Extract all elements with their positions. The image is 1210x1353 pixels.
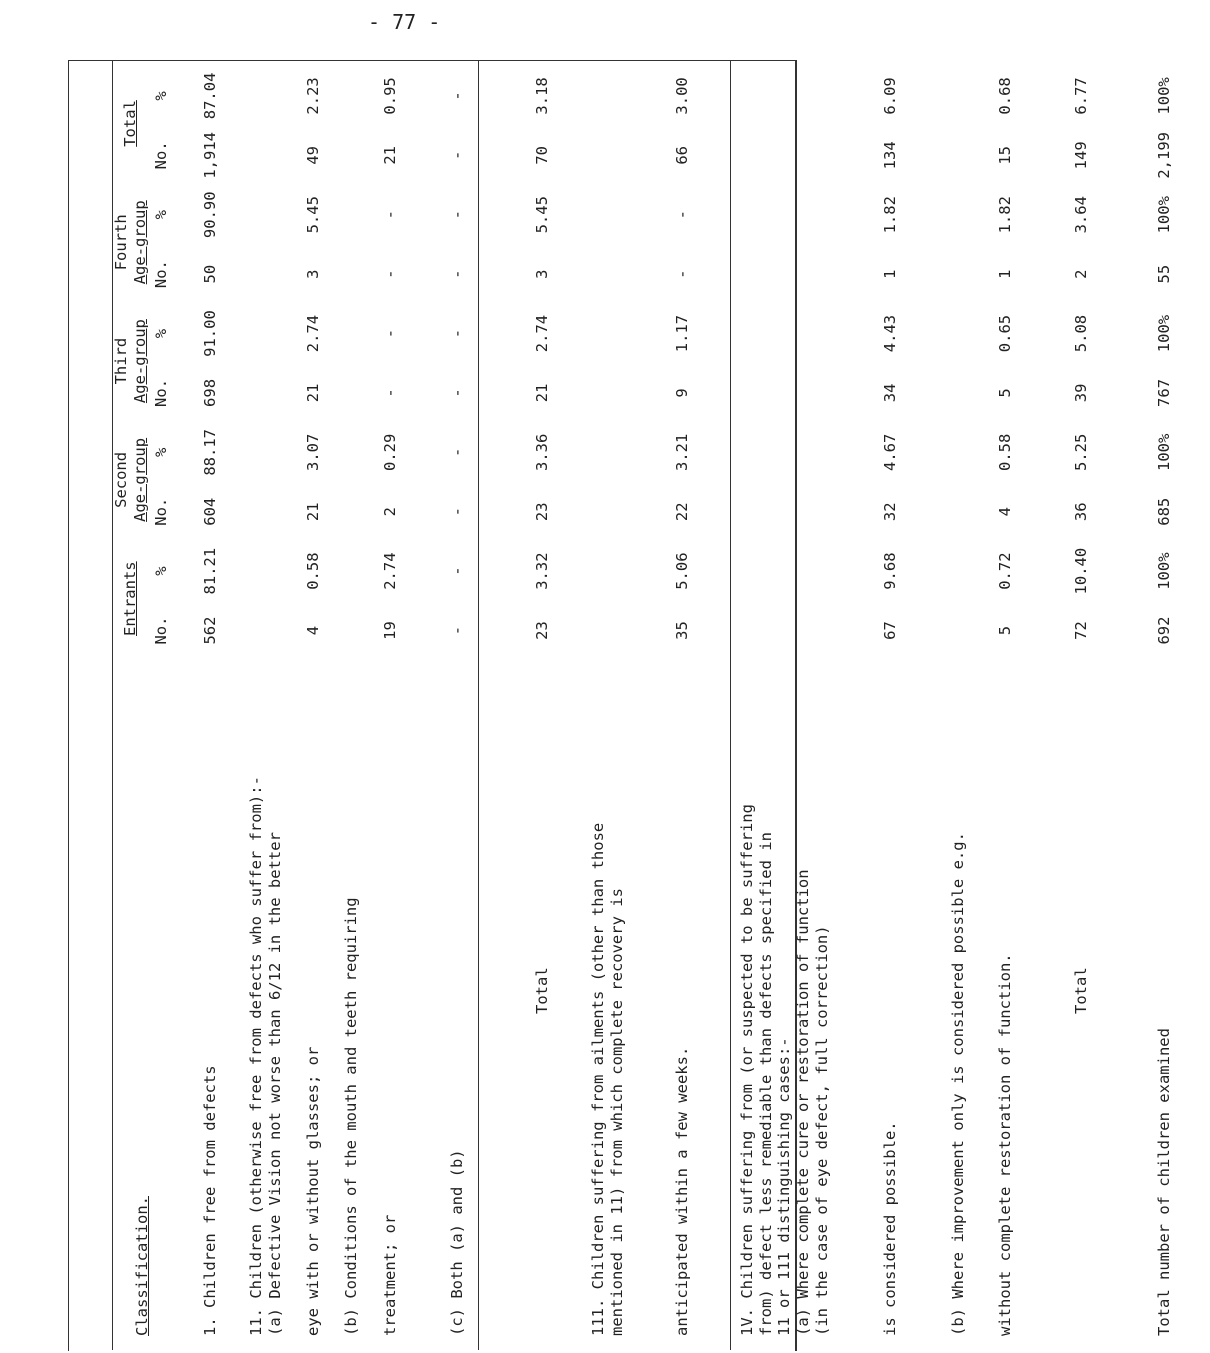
percent-cell: 3.18 <box>532 77 551 115</box>
row-label: 111. Children suffering from ailments (other than those <box>588 822 607 1336</box>
percent-cell: 0.58 <box>996 433 1015 471</box>
count-cell: 5 <box>996 625 1015 636</box>
count-cell: 49 <box>304 146 323 165</box>
table-row <box>342 64 361 1344</box>
percent-cell <box>813 183 832 247</box>
percent-cell: 100% <box>1155 314 1174 353</box>
percent-cell: 100% <box>1155 433 1174 471</box>
count-cell: 21 <box>304 502 323 522</box>
count-cell <box>589 603 608 658</box>
count-cell <box>813 365 832 420</box>
count-cell <box>342 365 361 420</box>
count-cell: 34 <box>880 383 899 403</box>
header-group: Second Age-group <box>112 437 149 522</box>
percent-cell: 4.43 <box>880 314 899 353</box>
count-cell <box>266 365 285 420</box>
percent-cell: 5.45 <box>304 196 323 234</box>
row-label: (b) Conditions of the mouth and teeth requiring <box>342 897 361 1336</box>
row-label: treatment; or <box>380 1214 399 1336</box>
count-cell: 2 <box>1072 269 1091 279</box>
count-cell <box>247 247 266 302</box>
count-cell <box>813 128 832 183</box>
table-row <box>813 64 832 1344</box>
percent-cell: - <box>380 210 399 220</box>
count-cell: - <box>447 269 466 279</box>
percent-cell: 10.40 <box>1072 547 1091 595</box>
percent-cell <box>608 420 627 484</box>
count-cell <box>949 484 968 539</box>
percent-cell: - <box>447 447 466 457</box>
count-cell <box>247 484 266 539</box>
count-cell: - <box>672 269 691 279</box>
row-label: (b) Where improvement only is considered possible e.g. <box>949 832 968 1336</box>
percent-cell <box>813 64 832 128</box>
count-cell <box>757 128 776 183</box>
percent-cell: 81.21 <box>200 547 219 595</box>
row-label: eye with or without glasses; or <box>304 1046 323 1336</box>
percent-cell: - <box>672 210 691 220</box>
count-cell <box>342 603 361 658</box>
count-cell: 36 <box>1072 502 1091 522</box>
table-row <box>247 64 266 1344</box>
percent-cell: - <box>447 566 466 576</box>
header-classification: Classification. <box>133 1196 152 1336</box>
count-cell <box>608 603 627 658</box>
percent-cell <box>589 539 608 603</box>
count-cell <box>342 247 361 302</box>
table-row <box>361 64 419 1344</box>
row-label: is considered possible. <box>880 1121 899 1336</box>
percent-cell: 5.25 <box>1072 433 1091 471</box>
count-cell <box>757 603 776 658</box>
percent-cell <box>266 183 285 247</box>
percent-cell: 3.36 <box>532 433 551 471</box>
percent-cell <box>757 64 776 128</box>
count-cell: 21 <box>304 383 323 403</box>
count-cell <box>589 247 608 302</box>
row-label: (c) Both (a) and (b) <box>447 1149 466 1336</box>
count-cell: 149 <box>1072 141 1091 170</box>
percent-cell: 2.23 <box>304 77 323 115</box>
count-cell: 22 <box>672 502 691 522</box>
percent-cell <box>342 302 361 366</box>
percent-cell <box>738 183 757 247</box>
row-label: mentioned in 11) from which complete recovery is <box>607 888 626 1336</box>
count-cell: 66 <box>672 146 691 165</box>
percent-cell <box>738 64 757 128</box>
percent-cell <box>813 539 832 603</box>
count-cell: - <box>447 150 466 161</box>
percent-cell <box>266 302 285 366</box>
percent-cell: 3.64 <box>1072 196 1091 234</box>
count-cell <box>794 365 813 420</box>
count-cell <box>608 128 627 183</box>
percent-cell: 100% <box>1155 552 1174 590</box>
header-pct: % <box>151 566 170 576</box>
count-cell: 55 <box>1155 264 1174 284</box>
percent-cell: 5.45 <box>532 196 551 234</box>
count-cell <box>608 484 627 539</box>
header-no: No. <box>151 616 170 645</box>
percent-cell: 88.17 <box>200 429 219 476</box>
count-cell <box>738 247 757 302</box>
count-cell: 767 <box>1155 378 1174 407</box>
count-cell <box>757 247 776 302</box>
count-cell: 2,199 <box>1155 132 1174 179</box>
count-cell <box>738 484 757 539</box>
count-cell: 21 <box>532 383 551 403</box>
percent-cell <box>949 302 968 366</box>
percent-cell <box>342 64 361 128</box>
percent-cell: 87.04 <box>200 72 219 120</box>
percent-cell: 0.29 <box>380 433 399 471</box>
count-cell <box>794 484 813 539</box>
count-cell: 698 <box>200 378 219 407</box>
count-cell <box>813 247 832 302</box>
percent-cell <box>266 420 285 484</box>
count-cell <box>589 365 608 420</box>
percent-cell: 0.72 <box>996 552 1015 590</box>
count-cell <box>266 247 285 302</box>
count-cell: 4 <box>996 507 1015 517</box>
percent-cell: 5.08 <box>1072 314 1091 353</box>
percent-cell <box>794 183 813 247</box>
header-no: No. <box>151 378 170 407</box>
header-no: No. <box>151 141 170 170</box>
table-row <box>775 64 794 1344</box>
percent-cell: 90.90 <box>200 191 219 239</box>
percent-cell <box>794 420 813 484</box>
row-label: 11 or 111 distinguishing cases:- <box>775 1037 794 1336</box>
table-row <box>1044 64 1120 1344</box>
count-cell <box>589 484 608 539</box>
percent-cell: 3.32 <box>532 552 551 590</box>
row-label: anticipated within a few weeks. <box>672 1046 691 1336</box>
percent-cell: 3.00 <box>672 77 691 115</box>
count-cell <box>589 128 608 183</box>
percent-cell <box>608 64 627 128</box>
count-cell <box>775 247 794 302</box>
percent-cell: 0.65 <box>996 314 1015 353</box>
count-cell <box>794 247 813 302</box>
count-cell <box>342 484 361 539</box>
percent-cell <box>757 183 776 247</box>
count-cell: 134 <box>880 141 899 170</box>
percent-cell: - <box>447 328 466 339</box>
row-label: from) defect less remediable than defects specified in <box>756 832 775 1336</box>
header-group: Third Age-group <box>112 319 149 404</box>
percent-cell <box>342 539 361 603</box>
count-cell: 50 <box>200 264 219 284</box>
percent-cell <box>266 64 285 128</box>
count-cell: - <box>447 625 466 636</box>
count-cell: 1 <box>996 269 1015 279</box>
count-cell: - <box>447 507 466 517</box>
percent-cell <box>738 302 757 366</box>
count-cell <box>342 128 361 183</box>
count-cell: 15 <box>996 146 1015 165</box>
percent-cell: 0.95 <box>380 77 399 115</box>
page-number: - 77 - <box>368 10 441 34</box>
percent-cell: 0.58 <box>304 552 323 590</box>
count-cell <box>949 365 968 420</box>
count-cell <box>608 365 627 420</box>
count-cell <box>247 603 266 658</box>
count-cell: 23 <box>532 502 551 522</box>
count-cell <box>775 365 794 420</box>
table-row <box>1120 64 1210 1344</box>
count-cell: 9 <box>672 388 691 398</box>
percent-cell <box>775 420 794 484</box>
count-cell: 5 <box>996 388 1015 398</box>
percent-cell <box>794 302 813 366</box>
header-group: Total <box>121 100 140 147</box>
percent-cell: 5.06 <box>672 552 691 590</box>
percent-cell: 91.00 <box>200 310 219 357</box>
count-cell: 1,914 <box>200 132 219 179</box>
percent-cell <box>608 302 627 366</box>
count-cell: 685 <box>1155 497 1174 526</box>
table-row <box>284 64 342 1344</box>
count-cell: 562 <box>200 616 219 645</box>
count-cell <box>775 484 794 539</box>
table-row <box>757 64 776 1344</box>
row-label: (in the case of eye defect, full correction) <box>812 925 831 1336</box>
count-cell <box>738 365 757 420</box>
percent-cell: 1.17 <box>672 314 691 353</box>
count-cell: 3 <box>304 269 323 279</box>
table-body <box>173 64 1210 1344</box>
percent-cell <box>247 539 266 603</box>
count-cell <box>738 603 757 658</box>
count-cell <box>794 128 813 183</box>
count-cell <box>813 603 832 658</box>
percent-cell <box>589 420 608 484</box>
count-cell <box>757 365 776 420</box>
count-cell <box>775 603 794 658</box>
count-cell: - <box>380 388 399 398</box>
percent-cell <box>757 420 776 484</box>
percent-cell <box>949 64 968 128</box>
percent-cell: 3.21 <box>672 433 691 471</box>
percent-cell <box>738 539 757 603</box>
count-cell: 2 <box>380 507 399 517</box>
percent-cell <box>949 539 968 603</box>
count-cell: 39 <box>1072 383 1091 403</box>
count-cell: 19 <box>380 621 399 640</box>
percent-cell <box>608 539 627 603</box>
percent-cell <box>949 183 968 247</box>
percent-cell: - <box>447 210 466 220</box>
count-cell <box>266 603 285 658</box>
percent-cell <box>738 420 757 484</box>
header-pct: % <box>151 91 170 101</box>
table-row <box>831 64 949 1344</box>
percent-cell <box>813 302 832 366</box>
header-no: No. <box>151 497 170 526</box>
count-cell <box>775 128 794 183</box>
count-cell <box>738 128 757 183</box>
count-cell: 67 <box>880 621 899 640</box>
row-label: 1. Children free from defects <box>200 1065 219 1336</box>
table-row <box>608 64 627 1344</box>
percent-cell <box>342 183 361 247</box>
percent-cell <box>247 302 266 366</box>
count-cell: 3 <box>532 269 551 279</box>
count-cell: 692 <box>1155 616 1174 645</box>
row-label: (a) Defective Vision not worse than 6/12 in the better <box>265 832 284 1336</box>
percent-cell <box>247 183 266 247</box>
count-cell: 4 <box>304 625 323 636</box>
row-label: 1V. Children suffering from (or suspected to be suffering <box>738 804 757 1336</box>
percent-cell: 1.82 <box>880 196 899 234</box>
percent-cell: 0.68 <box>996 77 1015 115</box>
percent-cell <box>266 539 285 603</box>
header-group: Fourth Age-group <box>112 200 149 285</box>
percent-cell <box>589 302 608 366</box>
table-row <box>794 64 813 1344</box>
percent-cell <box>775 183 794 247</box>
row-label: Total <box>532 967 551 1014</box>
count-cell <box>794 603 813 658</box>
percent-cell: 2.74 <box>532 314 551 353</box>
count-cell: 1 <box>880 269 899 279</box>
count-cell: 70 <box>532 146 551 165</box>
count-cell: - <box>380 269 399 279</box>
percent-cell <box>757 539 776 603</box>
rotated-table <box>112 64 1174 1344</box>
row-label: (a) Where complete cure or restoration of function <box>793 869 812 1336</box>
percent-cell: 6.77 <box>1072 77 1091 115</box>
percent-cell: 2.74 <box>304 314 323 353</box>
table-row <box>949 64 968 1344</box>
header-pct: % <box>151 328 170 339</box>
percent-cell: 2.74 <box>380 552 399 590</box>
count-cell <box>949 247 968 302</box>
table-row <box>626 64 738 1344</box>
row-label: 11. Children (otherwise free from defects who suffer from):- <box>247 776 266 1336</box>
percent-cell <box>342 420 361 484</box>
row-label: without complete restoration of function. <box>996 953 1015 1336</box>
header-pct: % <box>151 210 170 220</box>
percent-cell: - <box>380 328 399 339</box>
header-no: No. <box>151 260 170 289</box>
count-cell: 604 <box>200 497 219 526</box>
table-row <box>266 64 285 1344</box>
count-cell: 21 <box>380 146 399 165</box>
percent-cell: - <box>447 91 466 101</box>
count-cell <box>757 484 776 539</box>
percent-cell <box>608 183 627 247</box>
percent-cell <box>794 539 813 603</box>
table-row <box>589 64 608 1344</box>
count-cell <box>813 484 832 539</box>
percent-cell: 9.68 <box>880 552 899 590</box>
count-cell: 72 <box>1072 621 1091 640</box>
percent-cell: 4.67 <box>880 433 899 471</box>
percent-cell <box>247 420 266 484</box>
percent-cell <box>813 420 832 484</box>
percent-cell: 100% <box>1155 77 1174 115</box>
count-cell <box>266 128 285 183</box>
classification-table <box>112 64 1210 1344</box>
percent-cell <box>775 539 794 603</box>
percent-cell <box>794 64 813 128</box>
count-cell <box>247 128 266 183</box>
percent-cell <box>949 420 968 484</box>
count-cell: 23 <box>532 621 551 640</box>
table-row <box>968 64 1044 1344</box>
percent-cell <box>589 183 608 247</box>
row-label: Total <box>1072 967 1091 1014</box>
percent-cell <box>757 302 776 366</box>
count-cell: 35 <box>672 621 691 640</box>
count-cell <box>608 247 627 302</box>
table-row <box>173 64 247 1344</box>
count-cell: - <box>447 388 466 398</box>
percent-cell: 6.09 <box>880 77 899 115</box>
percent-cell <box>247 64 266 128</box>
header-pct: % <box>151 447 170 457</box>
percent-cell: 1.82 <box>996 196 1015 234</box>
percent-cell <box>589 64 608 128</box>
percent-cell <box>775 302 794 366</box>
count-cell <box>949 603 968 658</box>
table-row <box>495 64 589 1344</box>
percent-cell: 3.07 <box>304 433 323 471</box>
row-label: Total number of children examined <box>1155 1028 1174 1336</box>
percent-cell: 100% <box>1155 196 1174 234</box>
table-row <box>419 64 495 1344</box>
count-cell: 32 <box>880 502 899 522</box>
table-row <box>738 64 757 1344</box>
count-cell <box>247 365 266 420</box>
header-group: Entrants <box>121 561 140 637</box>
count-cell <box>266 484 285 539</box>
header-row-groups <box>112 64 149 1344</box>
count-cell <box>949 128 968 183</box>
percent-cell <box>775 64 794 128</box>
